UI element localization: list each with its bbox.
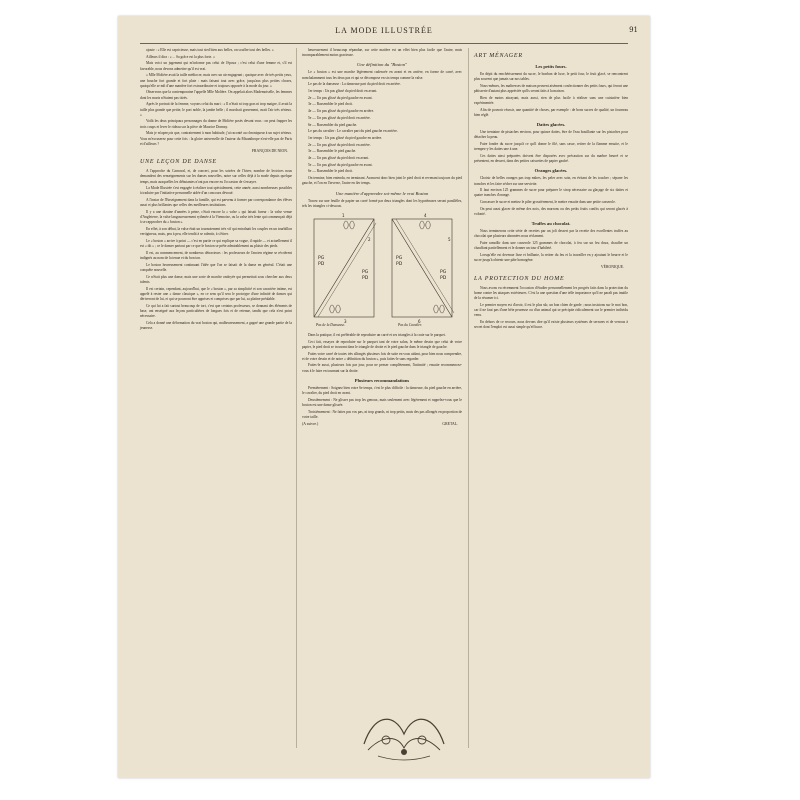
note-paragraph: On termine, bien entendu, en terminant. Avancent donc bien joint le pied droit et revenant toujours du pied gauche, et l'on en l'inverse, l'autre en 4er temps. <box>302 176 462 186</box>
dancer-steps-list <box>302 89 462 128</box>
paragraph: Tracez sur une feuille de papier un carré formé par deux triangles dont les hypoténuses seront parallèles, tels les triangles ci-dessous. <box>302 198 462 208</box>
diagonal-right <box>392 219 452 317</box>
signature-row <box>302 422 458 427</box>
step-number: 3 <box>344 318 347 324</box>
paragraph: Observons que la contemporaine l'appelle Mlle Molière. On appelait alors Mademoiselle, les femmes dont les maris n'étaient pas titrés. <box>140 90 292 100</box>
paragraph: Rien de moins attrayant, mais aussi, rien de plus facile à réaliser sans une cuisinière bien expérimentée. <box>474 95 628 106</box>
paragraph: Afin de pouvoir réussir, une quantité de choses, par exemple : de bons sucres de qualité, un fourneau bien réglé. <box>474 107 628 117</box>
paragraph: On peut aussi glacer de même des noix, des marrons ou des petits fruits confits qui seront glacés à volonté. <box>474 206 628 217</box>
foot-mark <box>350 221 354 229</box>
practice-paragraphs <box>302 333 462 374</box>
protection-paragraphs <box>474 286 628 331</box>
caption-cavalier: Pas du Cavalier. <box>398 322 422 327</box>
step-line: 3e — Rassembler le pied droit. <box>308 102 353 107</box>
column-right <box>474 48 628 332</box>
foot-label: PG <box>440 269 447 275</box>
step-number: 2 <box>368 236 371 242</box>
paragraph: Mais voici un jugement qui m'informe pas celui de l'époux ; c'est celui d'une femme et, s'il est favorable, nous devons admettre qu'il est vrai. <box>140 61 292 71</box>
paragraph: Lorsqu'elle est devenue lisse et brillante, la retirer du feu et la travailler en y ajoutant le beurre et le sucre jusqu'à obtenir une pâte homogène. <box>474 253 628 263</box>
paragraph: En dehors de ce recours, nous devons dire qu'il existe plusieurs systèmes de serrures et de verrous à secret dont l'emploi est aussi simple qu'efficace. <box>474 319 628 330</box>
magazine-title: LA MODE ILLUSTRÉE <box>335 26 433 35</box>
diagonal-left <box>314 219 374 317</box>
lesson-paragraphs <box>140 169 292 331</box>
paragraph: heureusement il beaucoup répandue, sur cette matière est un effet bien plus facile que l'autre, mais incomparablement moins gracieuse. <box>302 48 462 58</box>
paragraph: Une trentaine de pistaches environ, pour quinze dattes, être de l'eau bouillante sur les pistaches pour détacher la peau. <box>474 130 628 140</box>
paragraph: Ces dattes ainsi préparées doivent être disposées avec précaution sur du marbre beurré et se présentent, en dessert, dans des petites caissettes de papier gaufré. <box>474 153 628 164</box>
foot-label: PD <box>396 261 403 267</box>
method-paragraphs <box>302 199 462 209</box>
step-line: 6e — Rassembler le pied droit. <box>308 169 353 174</box>
step-number: 5 <box>448 236 451 242</box>
paragraph: Voilà les deux principaux personnages du drame de Molière posés devant vous : on peut frapper les trois coups et lever le rideau sur la pièce de Maurice Donnay. <box>140 119 292 129</box>
paragraph: En dépit du renchérissement du sucre, le bonbon de luxe, le petit four, le fruit glacé, se rencontrent plus souvent que jamais sur nos tables. <box>474 72 628 82</box>
subtitle-petits-fours: Les petits fours. <box>535 64 567 69</box>
paragraph: A l'instar de l'Enseignement dans la famille, qui est parvenu à former par correspondance des élèves aussi et plus brillantes que celles des meilleures institutions. <box>140 198 292 208</box>
foot-label: PG <box>362 269 369 275</box>
subtitle-truffes: Truffes au chocolat. <box>531 221 571 227</box>
foot-mark <box>434 305 438 313</box>
step-number: 1 <box>342 212 345 218</box>
step-line: 3e — Rassembler le pied gauche. <box>308 149 357 154</box>
paragraph: Il y a une dizaine d'années à peine, c'était encore la « valse » qui faisait fureur : la valse venue d'Angleterre, la valse langoureusement rythmée à la Viennoise, ou la valse très lente qui commençait déjà à se rapprocher du « boston ». <box>140 210 292 225</box>
to-be-continued: (A suivre.) <box>302 422 319 427</box>
section-title-text: LA PROTECTION DU HOME <box>474 275 565 282</box>
page-number: 91 <box>629 26 638 34</box>
chronicle-paragraphs <box>140 48 292 147</box>
paragraph: Troisièmement : Ne faites pas vos pas, ni trop grands, ni trop petits, mais des pas allongés en proportion de votre taille. <box>302 409 462 419</box>
paragraph: Faire fondre du sucre jusqu'à ce qu'il donne le filé, sans casse, retirer de la flamme ensuite, et le trempez-y les dattes une à une. <box>474 142 628 152</box>
paragraph: Il est, au commencement, de nombreux détracteurs : les professeurs de l'ancien régime se récrièrent indignés au nom de la tenue et du bon ton. <box>140 251 292 261</box>
paragraph: Ailleurs il dira : « ... Sa grâce est la plus forte. » <box>146 54 215 59</box>
step-line: 6e — Rassembler du pied gauche. <box>308 122 358 127</box>
step-number: 6 <box>418 318 421 324</box>
masthead <box>118 26 650 40</box>
foot-mark <box>420 221 424 229</box>
recommendation-paragraphs <box>302 386 462 420</box>
paragraph: Le premier moyen est d'avoir, il est le plus sûr, un bon chien de garde ; nous insistons sur le mot bon, car il ne faut pas d'une bête peureuse ou d'un animal qui se précipite ridiculement sur le premier individu venu. <box>474 302 628 318</box>
paragraph: Nous terminerons cette série de recettes par un joli dessert par la recette des excellentes truffes au chocolat que plusieurs abonnées nous réclament. <box>474 229 628 239</box>
section-title-text: UNE LEÇON DE DANSE <box>140 159 217 166</box>
subtitle-dattes: Dattes glacées. <box>536 122 566 128</box>
column-divider <box>296 48 297 748</box>
paragraph: Cela a donné une déformation du vrai boston qui, malheureusement, a gagné une grande partie de la jeunesse. <box>140 320 292 331</box>
paragraph: La Mode Illustrée s'est engagée à réaliser tout spécialement, cette année, aussi nombreuses possibles à traduire par l'initiative personnelle aidée d'un concours dévoué. <box>140 186 292 196</box>
chronicle-signature: FRANÇOIS DE NION. <box>251 148 288 153</box>
subtitle-method: Une manière d'apprendre soi-même le vrai Boston <box>335 190 429 196</box>
step-line: 5e — Un pas glissé du pied gauche en avant. <box>308 162 373 167</box>
paragraph: En effet, à son début, la valse était un tournoiement très vif qui entraînait les couples en un tourbillon vertigineux, mais, peu à peu, elle tendit à se ralentir, à s'étirer. <box>140 227 292 237</box>
step-line: 1er temps : Un pas glissé du pied gauche en arrière. <box>308 135 383 140</box>
paragraph: Deuxièmement : Ne glisser pas trop les genoux, mais seulement avec légèrement et rappelez-vous que le boston est une danse glissée. <box>302 397 462 407</box>
step-number: 4 <box>424 212 427 218</box>
section-title-lecon-de-danse <box>140 158 292 166</box>
paragraph: Mais je m'aperçois que, contrairement à mon habitude, j'ai raconté au chroniqueur à un sujet sérieux. Vous m'excuserez pour cette fois : la gloire universelle de l'auteur du Misanthrope n'est-elle pas de Paris et d'ailleurs ? <box>140 131 292 146</box>
section-title-protection <box>474 275 628 283</box>
paragraph: ajoute : « Elle est capricieuse, mais tout sied bien aux belles, on souffre tout des belles. » <box>146 48 274 52</box>
definition-paragraphs <box>302 70 462 87</box>
foot-label: PD <box>362 275 369 281</box>
column-middle <box>302 48 462 431</box>
foot-mark <box>440 305 444 313</box>
foot-mark <box>330 305 334 313</box>
paragraph: Nous-mêmes, les maîtresses de maison peuvent aisément confectionner des petits fours, qui feront une pâtisserie d'autant plus appréciée qu'ils seront faits à la maison. <box>474 83 628 94</box>
paragraph: Dans la pratique, il est préférable de reproduire un carré et ses triangles à la craie sur le parquet. <box>308 332 446 337</box>
paragraph: Le « boston » est une marche légèrement cadencée en avant et en arrière, en forme de carré, avec nonchalamment tous les deux pas et qui se décompose en six temps comme la valse. <box>302 70 462 80</box>
subtitle-definition: Une définition du "Boston" <box>357 62 407 68</box>
paragraph: Ce n'était plus une danse, mais une sorte de marche ondoyée qui permettait sous chercher aux deux talents. <box>140 274 292 285</box>
cavalier-intro: Le pas du cavalier : Le cavalier part du pied gauche en arrière. <box>308 129 398 134</box>
paragraph: A l'approche du Carnaval, et, de concert, pour les soirées de l'hiver, nombre de lectrices nous demandent des renseignements sur les danses nouvelles, notre sur celles déjà à la mode depuis quelque temps, mais auxquelles les débutantes n'ont pas encore eu l'occasion de s'essayer. <box>140 169 292 184</box>
column-left <box>140 48 292 333</box>
header-rule <box>140 43 628 44</box>
foot-mark <box>336 305 340 313</box>
cavalier-steps-list <box>302 136 462 175</box>
oranges-paragraphs <box>474 176 628 217</box>
foot-mark <box>426 221 430 229</box>
foot-label: PD <box>318 261 325 267</box>
paragraph: Il faut environ 125 grammes de sucre pour préparer le sirop nécessaire au glaçage de six dattes et quatre tranches d'orange. <box>474 188 628 198</box>
paragraph: Faire ramollir dans une casserole 125 grammes de chocolat, à feu sur un feu doux, chauffer un chauffant partiellement et le donner un tour d'habileté. <box>474 241 628 251</box>
paragraph: Choisir de belles oranges pas trop mûres, les peler avec soin, en évitant de les toucher ; séparer les tranches et les faire sécher sur une serviette. <box>474 176 628 186</box>
foot-label: PG <box>318 255 325 261</box>
paragraph: Le pas de la danseuse : La danseuse part du pied droit en arrière. <box>308 82 401 87</box>
paragraph: Il est certain, cependant, aujourd'hui, que le « boston », par sa simplicité et son caractère intime, est appelé à rester une « danse classique », en ce sens qu'il sera le prototype d'une infinité de danses qui dériveront de lui, et qui se pourront être apprises et comprises que par lui, sa platine préalable. <box>140 286 292 302</box>
step-line: 4e — Un pas glissé du pied gauche en arrière. <box>308 109 375 114</box>
step-line: 5e — Un pas glissé du pied droit en arrière. <box>308 115 371 120</box>
author-signature: GRETAL. <box>442 422 458 427</box>
dattes-paragraphs <box>474 130 628 164</box>
truffes-paragraphs <box>474 229 628 263</box>
column-divider <box>468 48 469 748</box>
caption-dancer: Pas de la Danseuse. <box>316 322 346 327</box>
recipe-signature: VÉRONIQUE. <box>600 265 624 270</box>
paragraph: « Mlle Molière avait la taille médiocre, mais avec un air engageant ; quoique avec de très petits yeux, une bouche fort grande et fort plate : mais faisant tout avec grâce, jusqu'aux plus petites choses, quoiqu'elle se mît d'une manière fort extraordinaire et toujours opposée à la mode du jour. » <box>140 73 292 88</box>
intro-paragraphs <box>302 48 462 58</box>
paragraph: Ce qui lui a fait surtout beaucoup de tort, c'est que certains professeurs, se donnant des éléments de base, ont enseigné aux leçons particulières de longues fois et de retenue, tandis que cela n'est point nécessaire. <box>140 303 292 319</box>
section-title-text: ART MÉNAGER <box>474 53 523 59</box>
foot-label: PG <box>396 255 403 261</box>
foot-mark <box>344 221 348 229</box>
paragraph: Concasser le sucre et mettez le piler grossièrement, le mettre ensuite dans une petite casserole. <box>480 200 616 205</box>
step-line: 4e — Un pas glissé du pied droit en avant. <box>308 156 370 161</box>
diagonal-right-inner <box>396 219 454 313</box>
magazine-page <box>118 16 650 778</box>
paragraph: Le « boston » arrive à point — c'est en partie ce qui explique sa vogue, il rapide — et actuellement il est « dit » ; ce le danser partout par ce que le boston se prête admirablement au plaisir des pieds. <box>140 239 292 249</box>
step-line: 2e — Un pas glissé du pied gauche en avant. <box>308 95 373 100</box>
paragraph: Après le portrait de la femme, voyons celui du mari : « Il n'était ni trop gras ni trop maigre, il avait la taille plus grande que petite, le port noble, la jambe belle ; il marchait gravement, avait l'air très sérieux. » <box>140 102 292 117</box>
step-line: 1er temps : Un pas glissé du pied droit en avant. <box>308 89 378 94</box>
section-title-art-menager <box>474 52 628 60</box>
paragraph: Nous avons eu récemment l'occasion d'étudier personnellement les progrès faits dans la protection du home contre les attaques extérieures. C'est la une question d'une telle importance qu'il ne paraît pas inutile de la résumer ici. <box>474 285 628 301</box>
paragraph: Premièrement : Soignez bien votre 6e temps, c'est le plus difficile : la danseuse, du pied gauche en arrière, le cavalier, du pied droit en avant. <box>302 385 462 396</box>
step-diagram-svg <box>302 213 462 331</box>
paragraph: Ceci fait, essayez de reproduire sur le parquet tant de votre salon, le même dessin que celui de votre papier, le pied droit se trouvant dans le triangle de droite et le pied gauche dans le triangle de gauche. <box>302 339 462 349</box>
petits-fours-paragraphs <box>474 72 628 118</box>
paragraph: Faites-le aussi, plusieurs fois par jour, pour ne penser complètement, l'intimité ; ensuite recommencez-vous à le faire en tournant sur la droite. <box>302 363 462 373</box>
subtitle-oranges: Oranges glacées. <box>534 168 568 174</box>
paragraph: Le boston heureusement continuant l'idée que l'on se faisait de la danse en général. C'était une conquête nouvelle. <box>140 262 292 273</box>
step-line: 2e — Un pas glissé du pied droit en arrière. <box>308 142 371 147</box>
paragraph: Faites votre carré de toutes très allongés plusieurs fois de suite en vous aidant, pour bien nous comprendre, et de votre dessin et de notre « définition du boston », puis faites-le sans regarder. <box>302 351 462 361</box>
foot-label: PD <box>440 275 447 281</box>
art-nouveau-ornament <box>358 704 450 764</box>
subtitle-recommendations: Plusieurs recommandations <box>354 377 410 383</box>
boston-step-diagram <box>302 213 462 331</box>
